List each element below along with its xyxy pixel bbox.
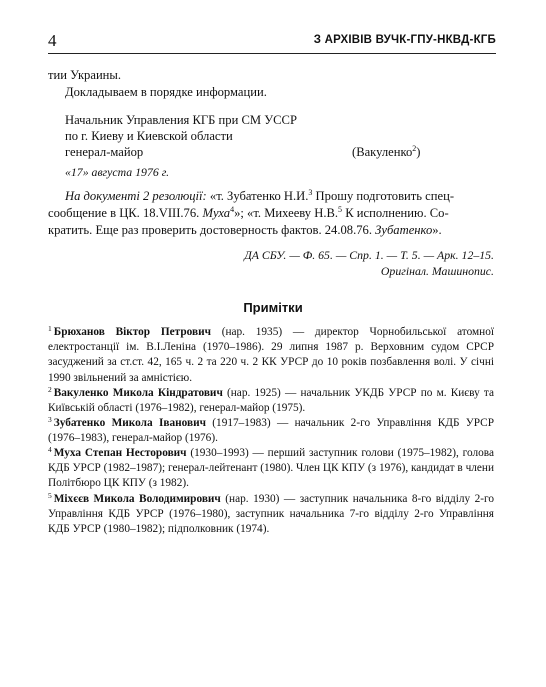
note-item xyxy=(48,325,494,386)
letter-line: Докладываем в порядке информации. xyxy=(65,85,267,99)
note-text: (1930–1993) — перший заступник голови (1975–1982), голова КДБ УРСР (1982–1987); генерал-лейтенант (1980). Член ЦК КПУ (з 1976), кандидат в члени Політбюро ЦК КПУ (з 1982). xyxy=(48,447,494,490)
archive-reference: ДА СБУ. — Ф. 65. — Спр. 1. — Т. 5. — Арк. 12–15. xyxy=(244,248,494,262)
note-item xyxy=(48,492,494,538)
signature-name: (Вакуленко$^2$) xyxy=(352,144,421,159)
note-item xyxy=(48,386,494,416)
signature-position: по г. Киеву и Киевской области xyxy=(65,129,233,143)
resolution-line: На документі 2 резолюції: «т. Зубатенко Н.И.$^3$ Прошу подготовить спец- xyxy=(65,188,455,203)
signature-position: Начальник Управления КГБ при СМ УССР xyxy=(65,113,297,127)
note-number: 1 xyxy=(48,324,52,333)
running-header xyxy=(48,31,496,53)
note-text: (нар. 1935) — директор Чорнобильської атомної електростанції ім. В.І.Леніна (1970–1986). 29 липня 1987 р. Верховним судом СРСР засуджений за ст.ст. 42, 165 ч. 2 та 220 ч. 2 КК УРСР до 10 років позбавлення волі. У січні 1990 звільнений за амністією. xyxy=(48,326,494,384)
page-number: 4 xyxy=(48,31,57,50)
letter-line: тии Украины. xyxy=(48,68,122,82)
letter-date: «17» августа 1976 г. xyxy=(65,165,170,179)
notes-title: Примітки xyxy=(243,300,303,315)
note-person: Вакуленко Микола Кіндратович xyxy=(53,387,223,399)
note-item xyxy=(48,446,494,492)
resolution-line: кратить. Еще раз проверить достоверность фактов. 24.08.76. Зубатенко». xyxy=(48,223,442,237)
header-rule xyxy=(48,53,496,54)
footnote-ref: 3 xyxy=(308,188,313,197)
note-number: 4 xyxy=(48,445,52,454)
note-text: (1917–1983) — начальник 2-го Управління КДБ УРСР (1976–1983), генерал-майор (1976). xyxy=(48,417,494,445)
running-title: З АРХІВІВ ВУЧК-ГПУ-НКВД-КГБ xyxy=(313,34,496,46)
note-number: 2 xyxy=(48,385,52,394)
note-text: (нар. 1930) — заступник начальника 8-го відділу 2-го Управління КДБ УРСР (1976–1980), заступник начальника 7-го відділу 2-го Управління КДБ УРСР (1980–1982); підполковник (1974). xyxy=(48,493,495,536)
footnote-ref: 2 xyxy=(412,144,417,153)
note-person: Брюханов Віктор Петрович xyxy=(53,326,211,338)
note-person: Зубатенко Микола Іванович xyxy=(53,417,206,429)
archive-reference: Оригінал. Машинопис. xyxy=(380,264,494,278)
note-number: 3 xyxy=(48,415,52,424)
footnote-ref: 5 xyxy=(338,205,343,214)
note-text: (нар. 1925) — начальник УКДБ УРСР по м. Києву та Київській області (1976–1982), генерал-майор (1975). xyxy=(48,387,494,415)
resolution-line: сообщение в ЦК. 18.VIII.76. Муха$^4$»; «т. Михееву Н.В.$^5$ К исполнению. Со- xyxy=(48,205,449,220)
signature-rank: генерал-майор xyxy=(65,145,144,159)
note-person: Міхєєв Микола Володимирович xyxy=(53,493,221,505)
note-number: 5 xyxy=(48,491,52,500)
note-person: Муха Степан Несторович xyxy=(53,447,187,459)
note-item xyxy=(48,416,494,446)
footnote-ref: 4 xyxy=(230,205,235,214)
